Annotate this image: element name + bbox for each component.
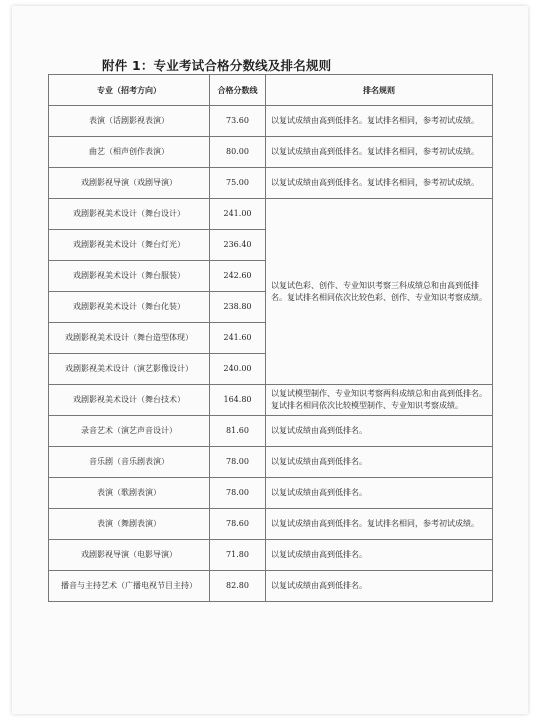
header-score: 合格分数线	[210, 75, 266, 106]
table-row	[49, 106, 493, 137]
major-cell: 戏剧影视美术设计（舞台技术）	[49, 385, 210, 416]
table-row	[49, 385, 493, 416]
score-cell: 238.80	[210, 292, 266, 323]
table-row	[49, 416, 493, 447]
rule-cell: 以复试成绩由高到低排名。	[266, 571, 493, 602]
rule-cell: 以复试模型制作、专业知识考察两科成绩总和由高到低排名。复试排名相同依次比较模型制作、专业知识考察成绩。	[266, 385, 493, 416]
score-cell: 241.00	[210, 199, 266, 230]
score-table	[48, 74, 493, 602]
rule-cell: 以复试成绩由高到低排名。复试排名相同，参考初试成绩。	[266, 137, 493, 168]
table-row	[49, 540, 493, 571]
table-row	[49, 168, 493, 199]
score-cell: 78.60	[210, 509, 266, 540]
rule-cell: 以复试成绩由高到低排名。	[266, 447, 493, 478]
score-cell: 242.60	[210, 261, 266, 292]
score-cell: 78.00	[210, 478, 266, 509]
rule-cell: 以复试成绩由高到低排名。复试排名相同，参考初试成绩。	[266, 106, 493, 137]
rule-cell: 以复试成绩由高到低排名。	[266, 478, 493, 509]
table-row	[49, 137, 493, 168]
rule-cell: 以复试成绩由高到低排名。	[266, 540, 493, 571]
table-row	[49, 509, 493, 540]
header-rule: 排名规则	[266, 75, 493, 106]
major-cell: 戏剧影视美术设计（舞台设计）	[49, 199, 210, 230]
major-cell: 戏剧影视美术设计（舞台灯光）	[49, 230, 210, 261]
major-cell: 表演（歌剧表演）	[49, 478, 210, 509]
score-cell: 78.00	[210, 447, 266, 478]
major-cell: 录音艺术（演艺声音设计）	[49, 416, 210, 447]
document-title: 附件 1：专业考试合格分数线及排名规则	[102, 58, 332, 73]
score-cell: 80.00	[210, 137, 266, 168]
major-cell: 表演（舞剧表演）	[49, 509, 210, 540]
score-cell: 82.80	[210, 571, 266, 602]
table-row	[49, 199, 493, 230]
table-row	[49, 478, 493, 509]
major-cell: 戏剧影视导演（戏剧导演）	[49, 168, 210, 199]
rule-cell-merged: 以复试色彩、创作、专业知识考察三科成绩总和由高到低排名。复试排名相同依次比较色彩、创作、专业知识考察成绩。	[266, 199, 493, 385]
major-cell: 曲艺（相声创作表演）	[49, 137, 210, 168]
score-cell: 75.00	[210, 168, 266, 199]
score-cell: 81.60	[210, 416, 266, 447]
major-cell: 戏剧影视美术设计（舞台服装）	[49, 261, 210, 292]
score-cell: 240.00	[210, 354, 266, 385]
major-cell: 戏剧影视美术设计（舞台造型体现）	[49, 323, 210, 354]
major-cell: 音乐剧（音乐剧表演）	[49, 447, 210, 478]
rule-cell: 以复试成绩由高到低排名。复试排名相同，参考初试成绩。	[266, 168, 493, 199]
score-cell: 73.60	[210, 106, 266, 137]
score-cell: 241.60	[210, 323, 266, 354]
header-major: 专业（招考方向）	[49, 75, 210, 106]
table-row	[49, 571, 493, 602]
table-header-row	[49, 75, 493, 106]
score-cell: 164.80	[210, 385, 266, 416]
major-cell: 戏剧影视美术设计（演艺影像设计）	[49, 354, 210, 385]
major-cell: 戏剧影视导演（电影导演）	[49, 540, 210, 571]
score-cell: 236.40	[210, 230, 266, 261]
table-row	[49, 447, 493, 478]
major-cell: 播音与主持艺术（广播电视节目主持）	[49, 571, 210, 602]
major-cell: 戏剧影视美术设计（舞台化装）	[49, 292, 210, 323]
rule-cell: 以复试成绩由高到低排名。复试排名相同，参考初试成绩。	[266, 509, 493, 540]
rule-cell: 以复试成绩由高到低排名。	[266, 416, 493, 447]
major-cell: 表演（话剧影视表演）	[49, 106, 210, 137]
score-cell: 71.80	[210, 540, 266, 571]
